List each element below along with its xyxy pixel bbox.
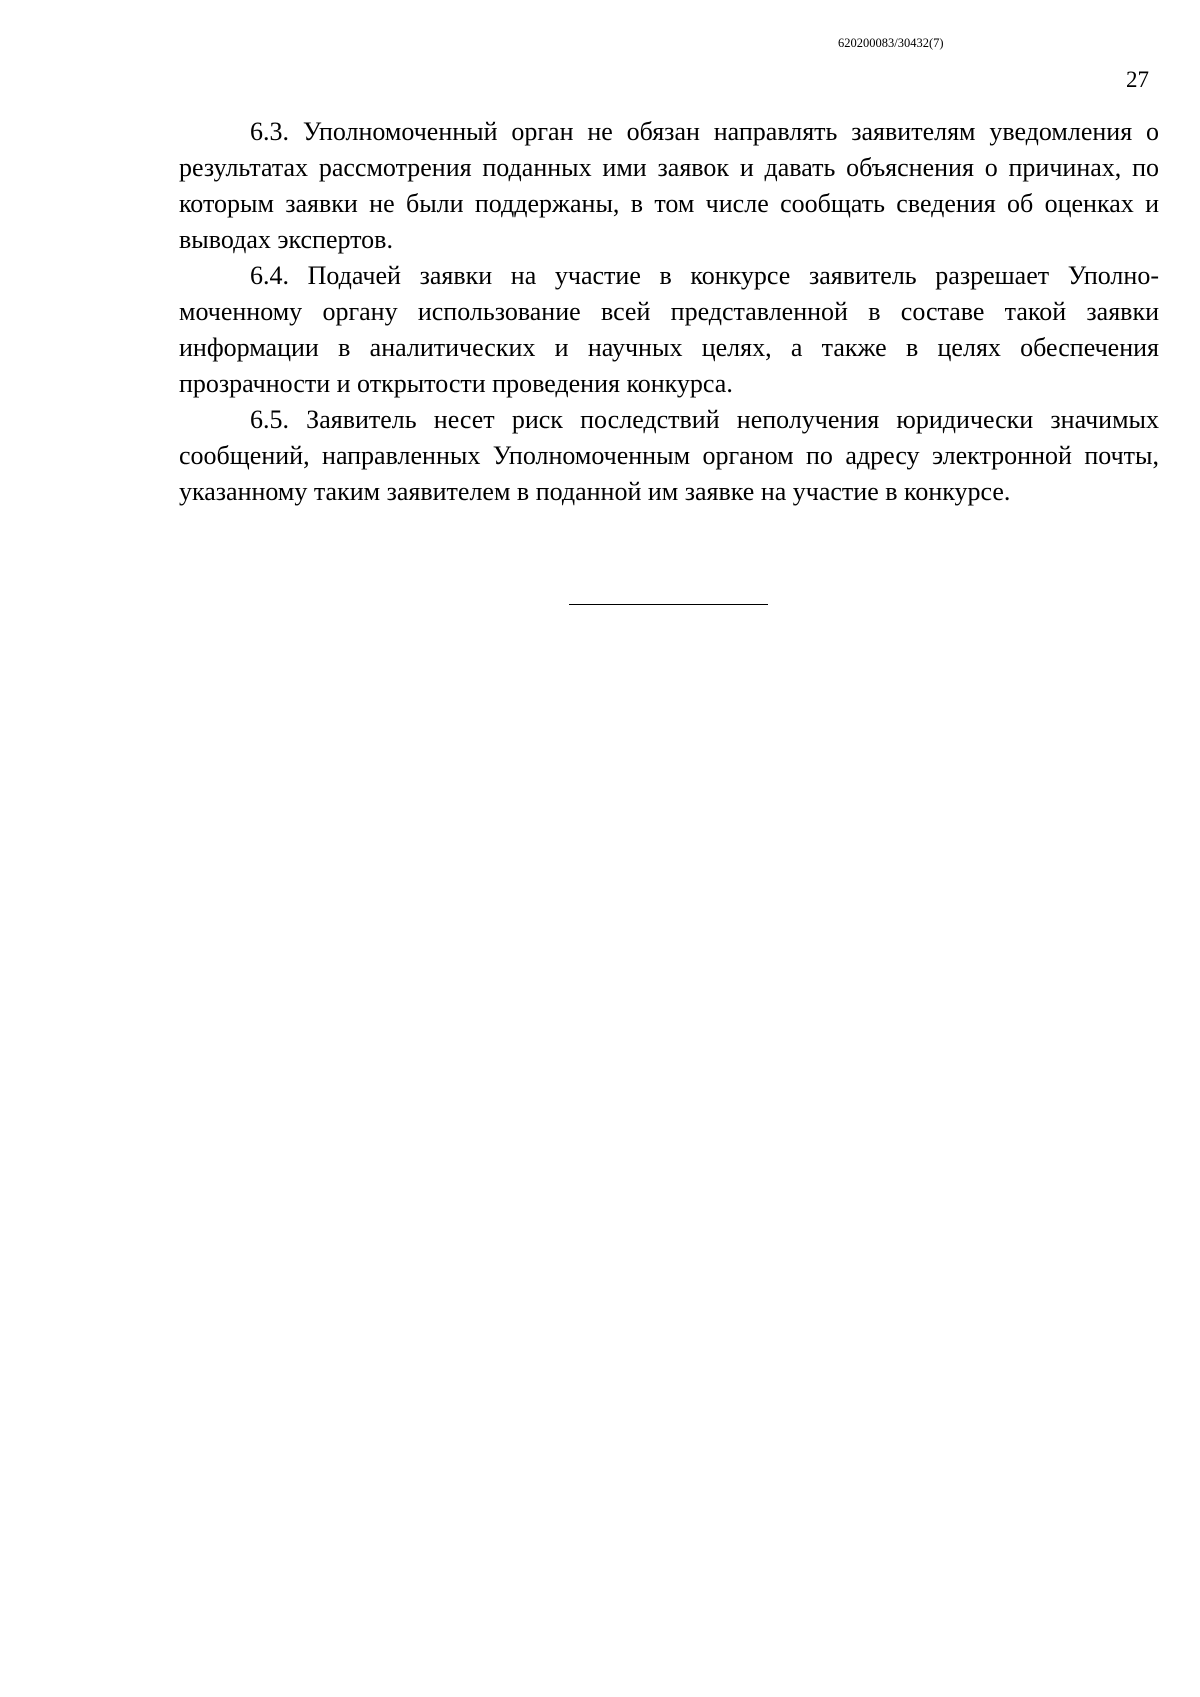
end-of-document-rule — [569, 604, 768, 605]
paragraph-6-5: 6.5. Заявитель несет риск последствий неполучения юридически значимых сообщений, направленных Уполномоченным органом по адресу электронной почты, указанному таким заявителем в поданной им заявке на участие в конкурсе. — [179, 405, 1159, 506]
document-registration-number: 620200083/30432(7) — [838, 36, 944, 50]
document-body — [179, 114, 1159, 510]
page-number: 27 — [1126, 67, 1149, 92]
paragraph-6-4: 6.4. Подачей заявки на участие в конкурсе заявитель разрешает Уполномоченному органу использование всей представленной в составе такой заявки информации в аналитических и научных целях, а также в целях обеспечения прозрачности и открытости проведения конкурса. — [179, 261, 1159, 398]
paragraph-6-3: 6.3. Уполномоченный орган не обязан направлять заявителям уведомления о результатах рассмотрения поданных ими заявок и давать объяснения о причинах, по которым заявки не были поддержаны, в том числе сообщать сведения об оценках и выводах экспертов. — [179, 117, 1159, 254]
